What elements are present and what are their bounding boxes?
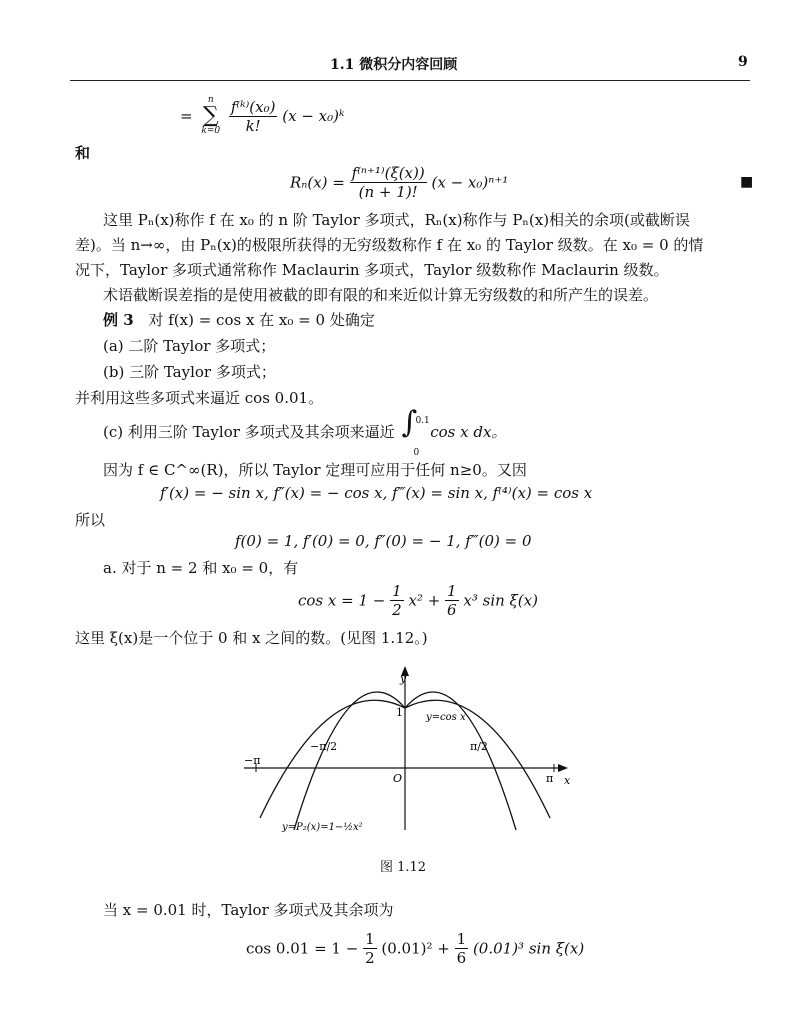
sum-equation bbox=[180, 96, 344, 136]
here-xi: 这里 ξ(x)是一个位于 0 和 x 之间的数。(见图 1.12。) bbox=[75, 629, 428, 647]
sum-tail: (x − x₀)ᵏ bbox=[282, 107, 345, 125]
x-axis-label: x bbox=[564, 774, 570, 787]
example-approx: 并利用这些多项式来逼近 cos 0.01。 bbox=[75, 389, 324, 407]
example-text: 对 f(x) = cos x 在 x₀ = 0 处确定 bbox=[148, 311, 375, 329]
derivatives-equation: f′(x) = − sin x, f″(x) = − cos x, f‴(x) = sin x, f⁽⁴⁾(x) = cos x bbox=[160, 484, 593, 502]
x-axis-arrow bbox=[558, 764, 568, 772]
tick-pos-half-pi: π/2 bbox=[470, 740, 488, 753]
tick-neg-pi: −π bbox=[244, 754, 261, 767]
remainder-fraction: $\frac{\text{f⁽ⁿ⁺¹⁾(ξ(x))}}{(n + 1)!}$ bbox=[351, 164, 425, 201]
y-axis-label: y bbox=[400, 672, 407, 685]
para2: 术语截断误差指的是使用被截的即有限的和来近似计算无穷级数的和所产生的误差。 bbox=[103, 286, 659, 304]
tick-one: 1 bbox=[396, 706, 403, 719]
case-a: a. 对于 n = 2 和 x₀ = 0，有 bbox=[103, 559, 299, 577]
and-word: 和 bbox=[75, 144, 91, 162]
para1-line3: 况下，Taylor 多项式通常称作 Maclaurin 多项式，Taylor 级数称作 Maclaurin 级数。 bbox=[75, 261, 669, 279]
figure-cos-taylor bbox=[230, 660, 570, 840]
sum-operator: n ∑ k=0 bbox=[201, 95, 221, 136]
p2-curve-label: y=P₂(x)=1−½x² bbox=[282, 822, 363, 833]
example-a: (a) 二阶 Taylor 多项式； bbox=[103, 337, 276, 355]
example-line bbox=[103, 308, 793, 332]
sum-fraction: $\frac{\text{f⁽ᵏ⁾(x₀)}}{k!}$ bbox=[230, 97, 276, 135]
tick-pos-pi: π bbox=[546, 772, 554, 785]
cos-equation: cos x = 1 − $\frac{1}{2}$ x² + $\frac{1}{6}$ x³ sin ξ(x) bbox=[298, 582, 538, 619]
example-label: 例 3 bbox=[103, 311, 134, 329]
integral-sign: ∫ 0.1 0 bbox=[401, 405, 430, 458]
origin-label: O bbox=[393, 772, 403, 785]
para1-line1: 这里 Pₙ(x)称作 f 在 x₀ 的 n 阶 Taylor 多项式，Rₙ(x)称作与 Pₙ(x)相关的余项(或截断误 bbox=[103, 211, 690, 229]
page-number: 9 bbox=[738, 54, 748, 70]
header-rule bbox=[70, 80, 750, 81]
qed-mark: ■ bbox=[740, 174, 754, 190]
because-line: 因为 f ∈ C^∞(R)，所以 Taylor 定理可应用于任何 n≥0。又因 bbox=[103, 461, 527, 479]
example-c: (c) 利用三阶 Taylor 多项式及其余项来逼近 ∫ 0.1 0 cos x dx。 bbox=[103, 405, 507, 458]
final-equation: cos 0.01 = 1 − $\frac{1}{2}$ (0.01)² + $\frac{1}{6}$ (0.01)³ sin ξ(x) bbox=[246, 930, 585, 967]
cos-curve-label: y=cos x bbox=[426, 712, 466, 723]
when-line: 当 x = 0.01 时，Taylor 多项式及其余项为 bbox=[103, 901, 394, 919]
equals-sign: = bbox=[180, 107, 193, 125]
so-word: 所以 bbox=[75, 511, 106, 529]
tick-neg-half-pi: −π/2 bbox=[310, 740, 338, 753]
example-b: (b) 三阶 Taylor 多项式； bbox=[103, 363, 276, 381]
para1-line2: 差)。当 n→∞，由 Pₙ(x)的极限所获得的无穷级数称作 f 在 x₀ 的 Taylor 级数。在 x₀ = 0 的情 bbox=[75, 236, 704, 254]
remainder-equation: Rₙ(x) = $\frac{\text{f⁽ⁿ⁺¹⁾(ξ(x))}}{(n + 1)!}$ (x − x₀)ⁿ⁺¹ bbox=[290, 164, 509, 201]
values-equation: f(0) = 1, f′(0) = 0, f″(0) = − 1, f‴(0) = 0 bbox=[235, 532, 532, 550]
figure-caption: 图 1.12 bbox=[380, 860, 427, 875]
running-header: 1.1 微积分内容回顾 bbox=[330, 57, 458, 73]
